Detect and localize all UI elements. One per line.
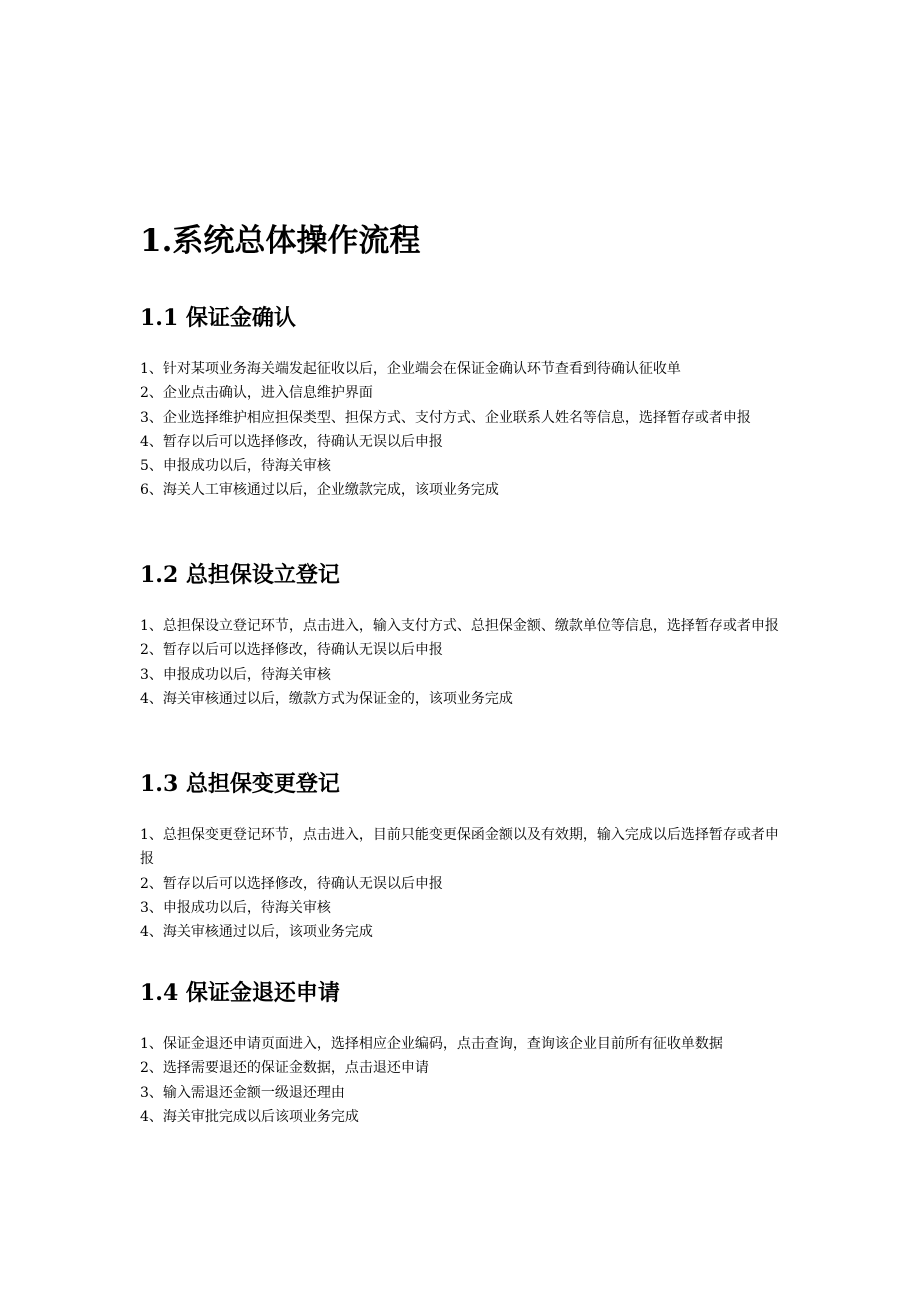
section-heading: 1.4 保证金退还申请 [140,980,340,1006]
step-item: 2、暂存以后可以选择修改，待确认无误以后申报 [140,642,443,659]
step-item: 1、总担保变更登记环节，点击进入，目前只能变更保函金额以及有效期，输入完成以后选择暂存或者申报 [140,827,779,868]
step-item: 3、输入需退还金额一级退还理由 [140,1084,345,1101]
step-item: 4、暂存以后可以选择修改，待确认无误以后申报 [140,433,443,450]
section-heading: 1.3 总担保变更登记 [140,771,340,797]
section-heading: 1.1 保证金确认 [140,305,296,331]
step-item: 3、申报成功以后，待海关审核 [140,666,331,683]
step-item: 5、申报成功以后，待海关审核 [140,458,331,475]
section-general-guarantee-registration [140,560,785,711]
step-item: 4、海关审核通过以后，缴款方式为保证金的，该项业务完成 [140,690,513,707]
step-item: 1、总担保设立登记环节，点击进入，输入支付方式、总担保金额、缴款单位等信息，选择暂存或者申报 [140,618,779,634]
step-item: 4、海关审批完成以后该项业务完成 [140,1108,359,1125]
step-list [140,823,785,944]
step-item: 3、申报成功以后，待海关审核 [140,899,331,916]
step-list [140,357,785,503]
section-heading: 1.2 总担保设立登记 [140,562,340,588]
section-deposit-confirmation [140,303,785,503]
step-item: 2、选择需要退还的保证金数据，点击退还申请 [140,1060,429,1077]
step-list [140,1032,785,1129]
section-general-guarantee-change [140,769,785,944]
step-item: 2、企业点击确认，进入信息维护界面 [140,385,373,402]
step-item: 1、保证金退还申请页面进入，选择相应企业编码，点击查询，查询该企业目前所有征收单数据 [140,1036,723,1052]
step-item: 1、针对某项业务海关端发起征收以后，企业端会在保证金确认环节查看到待确认征收单 [140,361,681,377]
step-list [140,614,785,711]
step-item: 4、海关审核通过以后，该项业务完成 [140,924,373,941]
step-item: 2、暂存以后可以选择修改，待确认无误以后申报 [140,875,443,892]
section-deposit-refund [140,978,785,1129]
document-title: 1.系统总体操作流程 [140,223,421,259]
step-item: 6、海关人工审核通过以后，企业缴款完成，该项业务完成 [140,482,499,499]
step-item: 3、企业选择维护相应担保类型、担保方式、支付方式、企业联系人姓名等信息，选择暂存或者申报 [140,409,751,426]
